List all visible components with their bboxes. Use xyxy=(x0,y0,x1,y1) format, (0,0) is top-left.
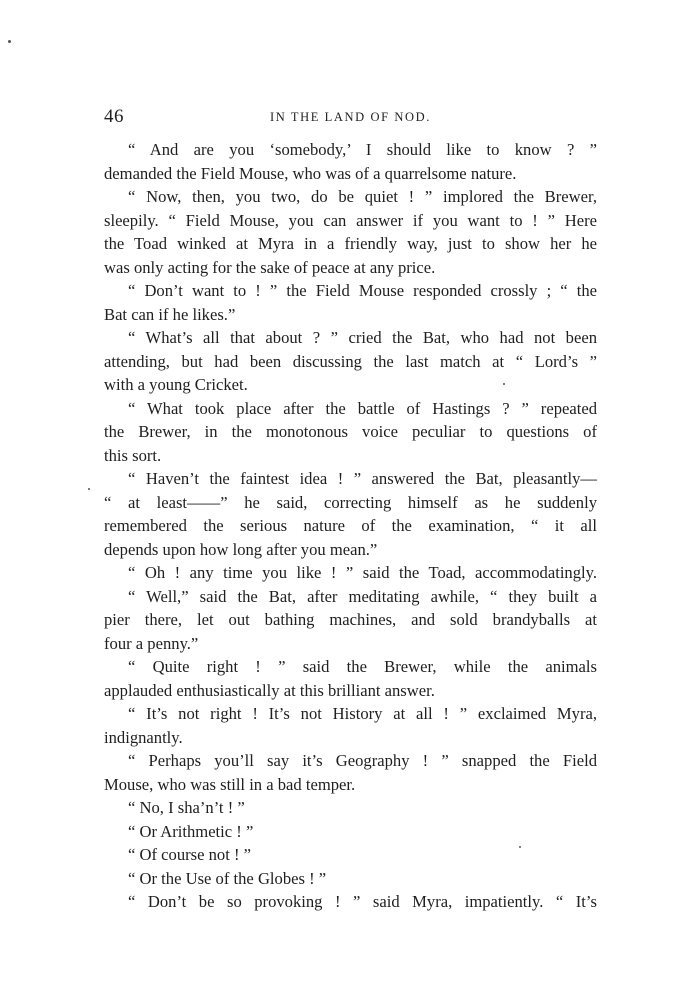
text-line: with a young Cricket. xyxy=(104,375,248,394)
body-text xyxy=(104,138,597,914)
text-line: this sort. xyxy=(104,445,162,465)
text-line: Bat can if he likes.” xyxy=(104,304,236,324)
text-line: “ No, I sha’n’t ! ” xyxy=(128,798,245,817)
text-line: “ Don’t be so provoking ! ” said Myra, impatiently. “ It’s xyxy=(128,892,597,911)
text-line: “ Well,” said the Bat, after meditating awhile, “ they built a xyxy=(128,586,597,606)
text-line: “ Or Arithmetic ! ” xyxy=(128,821,254,841)
text-line: depends upon how long after you mean.” xyxy=(104,539,378,559)
text-line: “ It’s not right ! It’s not History at all ! ” exclaimed Myra, xyxy=(128,704,597,723)
text-line: “ Now, then, you two, do be quiet ! ” implored the Brewer, xyxy=(128,187,597,206)
running-head: IN THE LAND OF NOD. xyxy=(269,110,432,124)
text-line: “ at least——” he said, correcting himself as he suddenly xyxy=(104,492,597,512)
text-line: was only acting for the sake of peace at any price. xyxy=(104,257,436,277)
text-line: remembered the serious nature of the examination, “ it all xyxy=(104,516,597,535)
text-line: “ Or the Use of the Globes ! ” xyxy=(128,868,327,888)
text-line: “ Quite right ! ” said the Brewer, while the animals xyxy=(128,657,597,676)
text-line: “ And are you ‘somebody,’ I should like to know ? ” xyxy=(128,140,597,159)
paper-speck xyxy=(8,40,11,43)
book-page xyxy=(104,100,597,914)
text-line: four a penny.” xyxy=(104,633,199,653)
text-line: indignantly. xyxy=(104,727,183,747)
paper-speck xyxy=(88,488,90,490)
text-line: attending, but had been discussing the last match at “ Lord’s ” xyxy=(104,351,597,371)
text-line: “ What took place after the battle of Hastings ? ” repeated xyxy=(128,398,597,418)
text-line: “ What’s all that about ? ” cried the Bat, who had not been xyxy=(128,328,597,347)
text-line: “ Perhaps you’ll say it’s Geography ! ” snapped the Field xyxy=(128,751,597,770)
text-line: “ Of course not ! ” xyxy=(128,845,252,864)
text-line: demanded the Field Mouse, who was of a quarrelsome nature. xyxy=(104,163,517,183)
text-line: “ Don’t want to ! ” the Field Mouse responded crossly ; “ the xyxy=(128,281,597,300)
page-number: 46 xyxy=(104,106,124,127)
text-line: “ Oh ! any time you like ! ” said the Toad, accommodatingly. xyxy=(128,563,597,582)
text-line: applauded enthusiastically at this brilliant answer. xyxy=(104,680,435,700)
text-line: pier there, let out bathing machines, and sold brandyballs at xyxy=(104,610,597,629)
page-header xyxy=(104,100,597,132)
text-line: Mouse, who was still in a bad temper. xyxy=(104,774,356,794)
text-line: sleepily. “ Field Mouse, you can answer if you want to ! ” Here xyxy=(104,210,597,230)
text-line: the Brewer, in the monotonous voice peculiar to questions of xyxy=(104,422,597,441)
text-line: “ Haven’t the faintest idea ! ” answered the Bat, pleasantly— xyxy=(128,469,597,488)
text-line: the Toad winked at Myra in a friendly way, just to show her he xyxy=(104,234,597,253)
